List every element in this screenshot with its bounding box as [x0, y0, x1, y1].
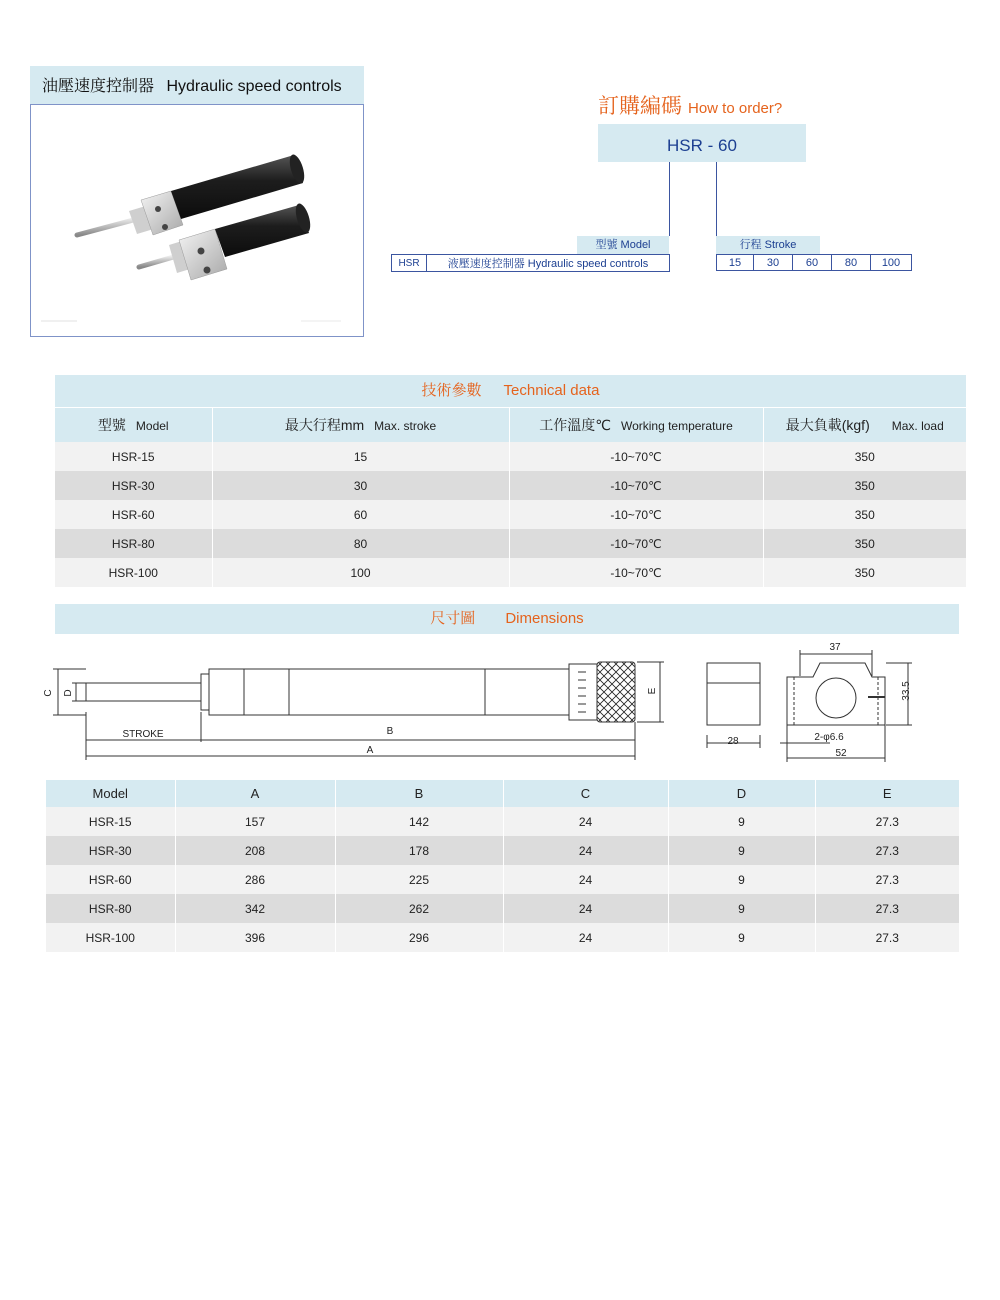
table-row	[46, 865, 959, 894]
header-cell: C	[503, 780, 668, 807]
table-cell: 9	[668, 894, 815, 923]
order-title	[598, 90, 782, 120]
table-cell: -10~70℃	[509, 558, 763, 587]
stroke-option: 30	[754, 255, 793, 271]
table-cell: -10~70℃	[509, 442, 763, 471]
dimension-drawing	[0, 636, 1000, 766]
table-row	[46, 836, 959, 865]
hydraulic-controller-illustration	[31, 105, 363, 336]
table-cell: 27.3	[815, 836, 959, 865]
table-cell: 27.3	[815, 923, 959, 952]
table-cell: 80	[212, 529, 509, 558]
table-cell: HSR-30	[55, 471, 212, 500]
table-cell: HSR-80	[46, 894, 175, 923]
table-cell: HSR-15	[46, 807, 175, 836]
header-cell: E	[815, 780, 959, 807]
table-cell: HSR-60	[46, 865, 175, 894]
dims-title-en: Dimensions	[505, 610, 584, 627]
table-cell: 9	[668, 865, 815, 894]
dim-label-stroke: STROKE	[122, 729, 164, 740]
dim-label-b: B	[386, 726, 394, 737]
table-cell: 350	[763, 471, 966, 500]
table-row	[46, 923, 959, 952]
table-row	[55, 442, 966, 471]
table-cell: 27.3	[815, 865, 959, 894]
table-cell: 9	[668, 836, 815, 865]
dims-title-zh: 尺寸圖	[430, 610, 476, 627]
model-tag: 型號 Model	[577, 236, 669, 254]
table-cell: 296	[335, 923, 503, 952]
table-cell: HSR-80	[55, 529, 212, 558]
table-row	[55, 471, 966, 500]
stroke-tag: 行程 Stroke	[716, 236, 820, 254]
dim-label-hole: 2-φ6.6	[814, 732, 844, 743]
header-cell: D	[668, 780, 815, 807]
dim-label-33-5: 33.5	[901, 681, 912, 701]
table-cell: 350	[763, 500, 966, 529]
table-cell: 178	[335, 836, 503, 865]
table-cell: 208	[175, 836, 335, 865]
table-header-row	[46, 780, 959, 807]
table-cell: 9	[668, 923, 815, 952]
product-title-zh: 油壓速度控制器	[42, 78, 155, 95]
table-cell: HSR-30	[46, 836, 175, 865]
dim-label-28: 28	[727, 736, 739, 747]
tech-title-zh: 技術參數	[421, 382, 482, 399]
table-cell: 157	[175, 807, 335, 836]
table-row	[55, 529, 966, 558]
tech-title-en: Technical data	[503, 382, 600, 399]
table-cell: 350	[763, 442, 966, 471]
table-cell: 30	[212, 471, 509, 500]
order-title-zh: 訂購編碼	[598, 95, 682, 118]
dimensions-table	[46, 780, 959, 952]
table-cell: -10~70℃	[509, 500, 763, 529]
dim-label-e: E	[647, 687, 658, 695]
table-cell: -10~70℃	[509, 471, 763, 500]
product-photo	[30, 104, 364, 337]
dim-label-37: 37	[829, 642, 841, 653]
order-title-en: How to order?	[688, 100, 783, 117]
table-cell: 225	[335, 865, 503, 894]
dim-label-d: D	[63, 689, 74, 697]
product-title-en: Hydraulic speed controls	[166, 78, 342, 95]
table-cell: 24	[503, 836, 668, 865]
table-cell: 396	[175, 923, 335, 952]
model-code: HSR	[392, 255, 427, 272]
table-row	[55, 558, 966, 587]
dim-label-c: C	[43, 689, 54, 697]
table-cell: 15	[212, 442, 509, 471]
table-row	[55, 500, 966, 529]
table-cell: 60	[212, 500, 509, 529]
stroke-connector-line	[716, 162, 717, 236]
table-cell: 24	[503, 865, 668, 894]
table-cell: -10~70℃	[509, 529, 763, 558]
header-cell: 型號 Model	[55, 408, 212, 442]
model-code-row	[391, 254, 670, 272]
table-cell: 142	[335, 807, 503, 836]
order-code-box: HSR - 60	[598, 124, 806, 162]
dim-label-52: 52	[835, 748, 847, 759]
header-cell: Model	[46, 780, 175, 807]
table-cell: 286	[175, 865, 335, 894]
stroke-options-row	[716, 254, 912, 271]
product-title	[30, 66, 364, 104]
dimensions-title	[55, 604, 959, 634]
table-cell: 350	[763, 529, 966, 558]
table-cell: 342	[175, 894, 335, 923]
table-cell: 9	[668, 807, 815, 836]
table-cell: 27.3	[815, 894, 959, 923]
table-cell: 350	[763, 558, 966, 587]
table-row	[46, 807, 959, 836]
header-cell: B	[335, 780, 503, 807]
table-row	[46, 894, 959, 923]
header-cell: 工作溫度℃ Working temperature	[509, 408, 763, 442]
table-cell: 100	[212, 558, 509, 587]
table-cell: HSR-15	[55, 442, 212, 471]
tech-data-table	[55, 408, 966, 587]
table-cell: 24	[503, 894, 668, 923]
table-cell: HSR-100	[46, 923, 175, 952]
table-cell: 24	[503, 923, 668, 952]
stroke-option: 60	[793, 255, 832, 271]
stroke-option: 15	[717, 255, 754, 271]
table-cell: HSR-100	[55, 558, 212, 587]
table-cell: 27.3	[815, 807, 959, 836]
table-cell: HSR-60	[55, 500, 212, 529]
header-cell: 最大負載(kgf) Max. load	[763, 408, 966, 442]
table-cell: 24	[503, 807, 668, 836]
header-cell: A	[175, 780, 335, 807]
model-connector-line	[669, 162, 670, 236]
stroke-option: 80	[832, 255, 871, 271]
table-header-row	[55, 408, 966, 442]
model-description: 液壓速度控制器 Hydraulic speed controls	[427, 255, 670, 272]
tech-data-title	[55, 375, 966, 407]
table-cell: 262	[335, 894, 503, 923]
dim-label-a: A	[366, 745, 374, 756]
stroke-option: 100	[871, 255, 912, 271]
header-cell: 最大行程mm Max. stroke	[212, 408, 509, 442]
